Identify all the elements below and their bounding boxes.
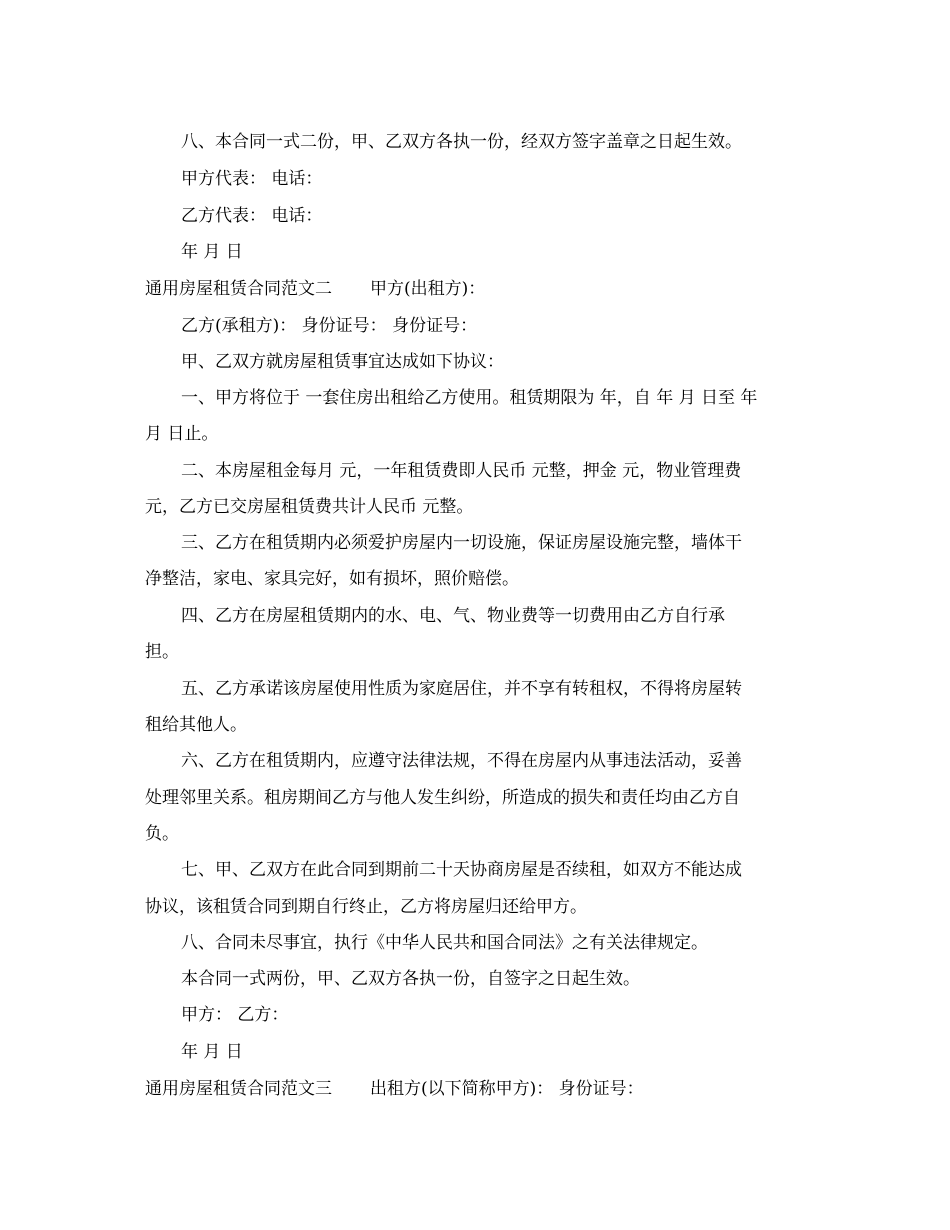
agreement-intro: 甲、乙双方就房屋租赁事宜达成如下协议： bbox=[181, 352, 504, 372]
clause-7: 七、甲、乙双方在此合同到期前二十天协商房屋是否续租，如双方不能达成 bbox=[181, 860, 742, 880]
clause-6: 六、乙方在租赁期内，应遵守法律法规，不得在房屋内从事违法活动，妥善 bbox=[181, 751, 742, 771]
lessor-label: 甲方(出租方)： bbox=[370, 279, 486, 299]
lessee-line: 乙方(承租方)： 身份证号： 身份证号： bbox=[181, 316, 478, 336]
section-heading-three bbox=[145, 1078, 815, 1100]
clause-2: 二、本房屋租金每月 元，一年租赁费即人民币 元整，押金 元，物业管理费 bbox=[181, 461, 742, 481]
copies-clause: 本合同一式两份，甲、乙双方各执一份，自签字之日起生效。 bbox=[181, 969, 640, 989]
clause-6-end: 负。 bbox=[145, 824, 179, 844]
date-line: 年 月 日 bbox=[181, 242, 243, 262]
party-b-representative: 乙方代表： 电话： bbox=[181, 206, 323, 226]
clause-8: 八、合同未尽事宜，执行《中华人民共和国合同法》之有关法律规定。 bbox=[181, 933, 708, 953]
clause-4-cont: 担。 bbox=[145, 642, 179, 662]
clause-5-cont: 租给其他人。 bbox=[145, 715, 247, 735]
clause-1-cont: 月 日止。 bbox=[145, 424, 219, 444]
clause-3: 三、乙方在租赁期内必须爱护房屋内一切设施，保证房屋设施完整，墙体干 bbox=[181, 533, 742, 553]
clause-2-cont: 元，乙方已交房屋租赁费共计人民币 元整。 bbox=[145, 497, 474, 517]
clause-4: 四、乙方在房屋租赁期内的水、电、气、物业费等一切费用由乙方自行承 bbox=[181, 606, 725, 626]
section-title-3: 通用房屋租赁合同范文三 bbox=[145, 1079, 332, 1099]
clause-3-cont: 净整洁，家电、家具完好，如有损坏，照价赔偿。 bbox=[145, 569, 519, 589]
clause-6-cont: 处理邻里关系。租房期间乙方与他人发生纠纷，所造成的损失和责任均由乙方自 bbox=[145, 788, 740, 808]
clause-8-effective: 八、本合同一式二份，甲、乙双方各执一份，经双方签字盖章之日起生效。 bbox=[181, 132, 742, 152]
clause-7-cont: 协议，该租赁合同到期自行终止，乙方将房屋归还给甲方。 bbox=[145, 897, 587, 917]
clause-1: 一、甲方将位于 一套住房出租给乙方使用。租赁期限为 年，自 年 月 日至 年 bbox=[181, 388, 758, 408]
section-heading-two bbox=[145, 278, 815, 300]
signature-parties: 甲方： 乙方： bbox=[181, 1005, 289, 1025]
date-line-2: 年 月 日 bbox=[181, 1042, 243, 1062]
lessor-id-label: 出租方(以下简称甲方)： 身份证号： bbox=[370, 1079, 644, 1099]
clause-5: 五、乙方承诺该房屋使用性质为家庭居住，并不享有转租权，不得将房屋转 bbox=[181, 679, 742, 699]
section-title: 通用房屋租赁合同范文二 bbox=[145, 279, 332, 299]
party-a-representative: 甲方代表： 电话： bbox=[181, 169, 323, 189]
